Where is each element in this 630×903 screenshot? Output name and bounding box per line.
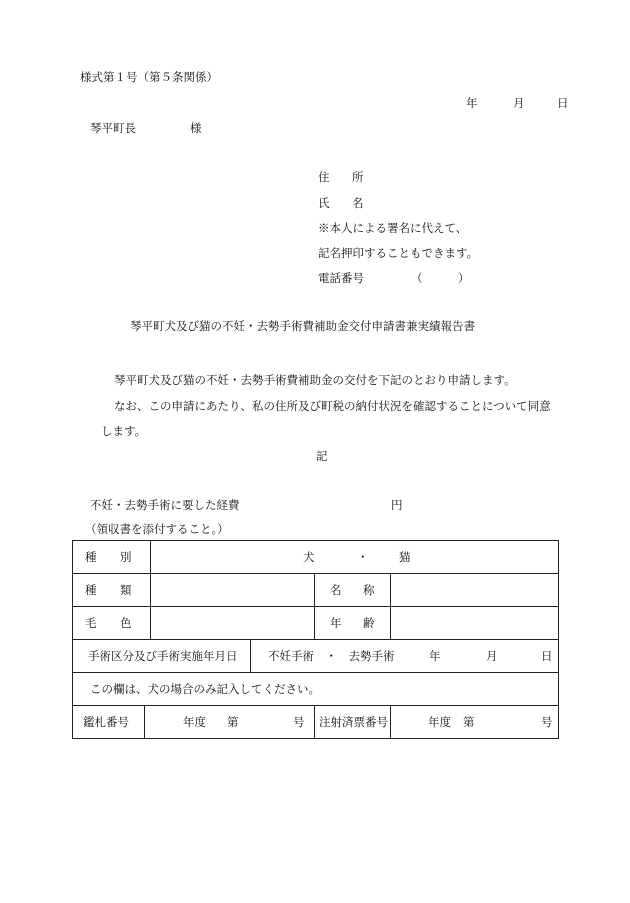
- tag-label: 鑑札番号: [83, 715, 129, 729]
- age-label-cell: [315, 607, 391, 640]
- tag-unit-label: 号: [293, 715, 305, 729]
- breed-row: [73, 574, 559, 607]
- body-paragraph-1: 琴平町犬及び猫の不妊・去勢手術費補助金の交付を下記のとおり申請します。: [114, 373, 516, 387]
- kind-separator: ・: [357, 550, 369, 564]
- pet-name-label-cell: [315, 574, 391, 607]
- ki-heading: 記: [316, 449, 328, 463]
- signature-note-1: ※本人による署名に代えて、: [318, 221, 468, 235]
- age-label-1: 年: [330, 616, 342, 630]
- surgery-month-label: 月: [486, 649, 498, 663]
- form-number: 様式第１号（第５条関係）: [80, 70, 218, 84]
- document-title: 琴平町犬及び猫の不妊・去勢手術費補助金交付申請書兼実績報告書: [130, 319, 475, 333]
- body-paragraph-2-line-2: します。: [101, 424, 147, 438]
- kind-label-2: 別: [120, 550, 132, 564]
- kind-dog: 犬: [303, 550, 315, 564]
- addressee-name: 琴平町長: [90, 121, 136, 135]
- tag-label-cell: [73, 706, 145, 739]
- coat-row: [73, 607, 559, 640]
- address-label-1: 住: [318, 170, 330, 184]
- dog-note-row: [73, 673, 559, 706]
- phone-label: 電話番号: [318, 271, 364, 285]
- kind-row: [73, 541, 559, 574]
- surgery-options: 不妊手術 ・ 去勢手術: [268, 649, 395, 663]
- surgery-label-cell: [73, 640, 251, 673]
- kind-label-cell: [73, 541, 151, 574]
- date-month-label: 月: [513, 96, 525, 110]
- tag-no-label: 第: [227, 715, 239, 729]
- injection-no-label: 第: [463, 715, 475, 729]
- dog-only-note: この欄は、犬の場合のみ記入してください。: [90, 682, 320, 696]
- number-row: [73, 706, 559, 739]
- phone-close-paren: ）: [458, 271, 470, 285]
- body-paragraph-2-line-1: なお、この申請にあたり、私の住所及び町税の納付状況を確認することについて同意: [114, 399, 551, 413]
- name-label-2: 名: [352, 196, 364, 210]
- injection-value-cell[interactable]: [391, 706, 559, 739]
- breed-label-1: 種: [85, 583, 97, 597]
- surgery-day-label: 日: [541, 649, 553, 663]
- addressee-suffix: 様: [190, 121, 202, 135]
- pet-name-label-1: 名: [330, 583, 342, 597]
- expense-unit: 円: [391, 498, 403, 512]
- dog-note-cell: [73, 673, 559, 706]
- breed-label-2: 類: [120, 583, 132, 597]
- date-year-label: 年: [466, 96, 478, 110]
- name-label-1: 氏: [318, 196, 330, 210]
- injection-label-cell: [315, 706, 391, 739]
- breed-value-cell[interactable]: [151, 574, 315, 607]
- injection-label: 注射済票番号: [319, 715, 388, 729]
- injection-unit-label: 号: [541, 715, 553, 729]
- surgery-year-label: 年: [429, 649, 441, 663]
- breed-label-cell: [73, 574, 151, 607]
- age-label-2: 齢: [363, 616, 375, 630]
- coat-label-1: 毛: [85, 616, 97, 630]
- receipt-note: （領収書を添付すること。）: [85, 522, 229, 536]
- injection-year-label: 年度: [428, 715, 451, 729]
- signature-note-2: 記名押印することもできます。: [318, 246, 479, 260]
- kind-label-1: 種: [85, 550, 97, 564]
- tag-year-label: 年度: [183, 715, 206, 729]
- phone-open-paren: （: [411, 271, 423, 285]
- coat-label-2: 色: [120, 616, 132, 630]
- coat-label-cell: [73, 607, 151, 640]
- tag-value-cell[interactable]: [145, 706, 315, 739]
- surgery-label: 手術区分及び手術実施年月日: [88, 649, 238, 663]
- surgery-row: [73, 640, 559, 673]
- expense-label: 不妊・去勢手術に要した経費: [90, 498, 240, 512]
- age-value-cell[interactable]: [391, 607, 559, 640]
- kind-cat: 猫: [399, 550, 411, 564]
- coat-value-cell[interactable]: [151, 607, 315, 640]
- pet-name-value-cell[interactable]: [391, 574, 559, 607]
- pet-name-label-2: 称: [363, 583, 375, 597]
- address-label-2: 所: [352, 170, 364, 184]
- date-day-label: 日: [557, 96, 569, 110]
- surgery-value-cell[interactable]: [251, 640, 559, 673]
- pet-info-table: [72, 540, 559, 739]
- kind-value-cell[interactable]: [151, 541, 559, 574]
